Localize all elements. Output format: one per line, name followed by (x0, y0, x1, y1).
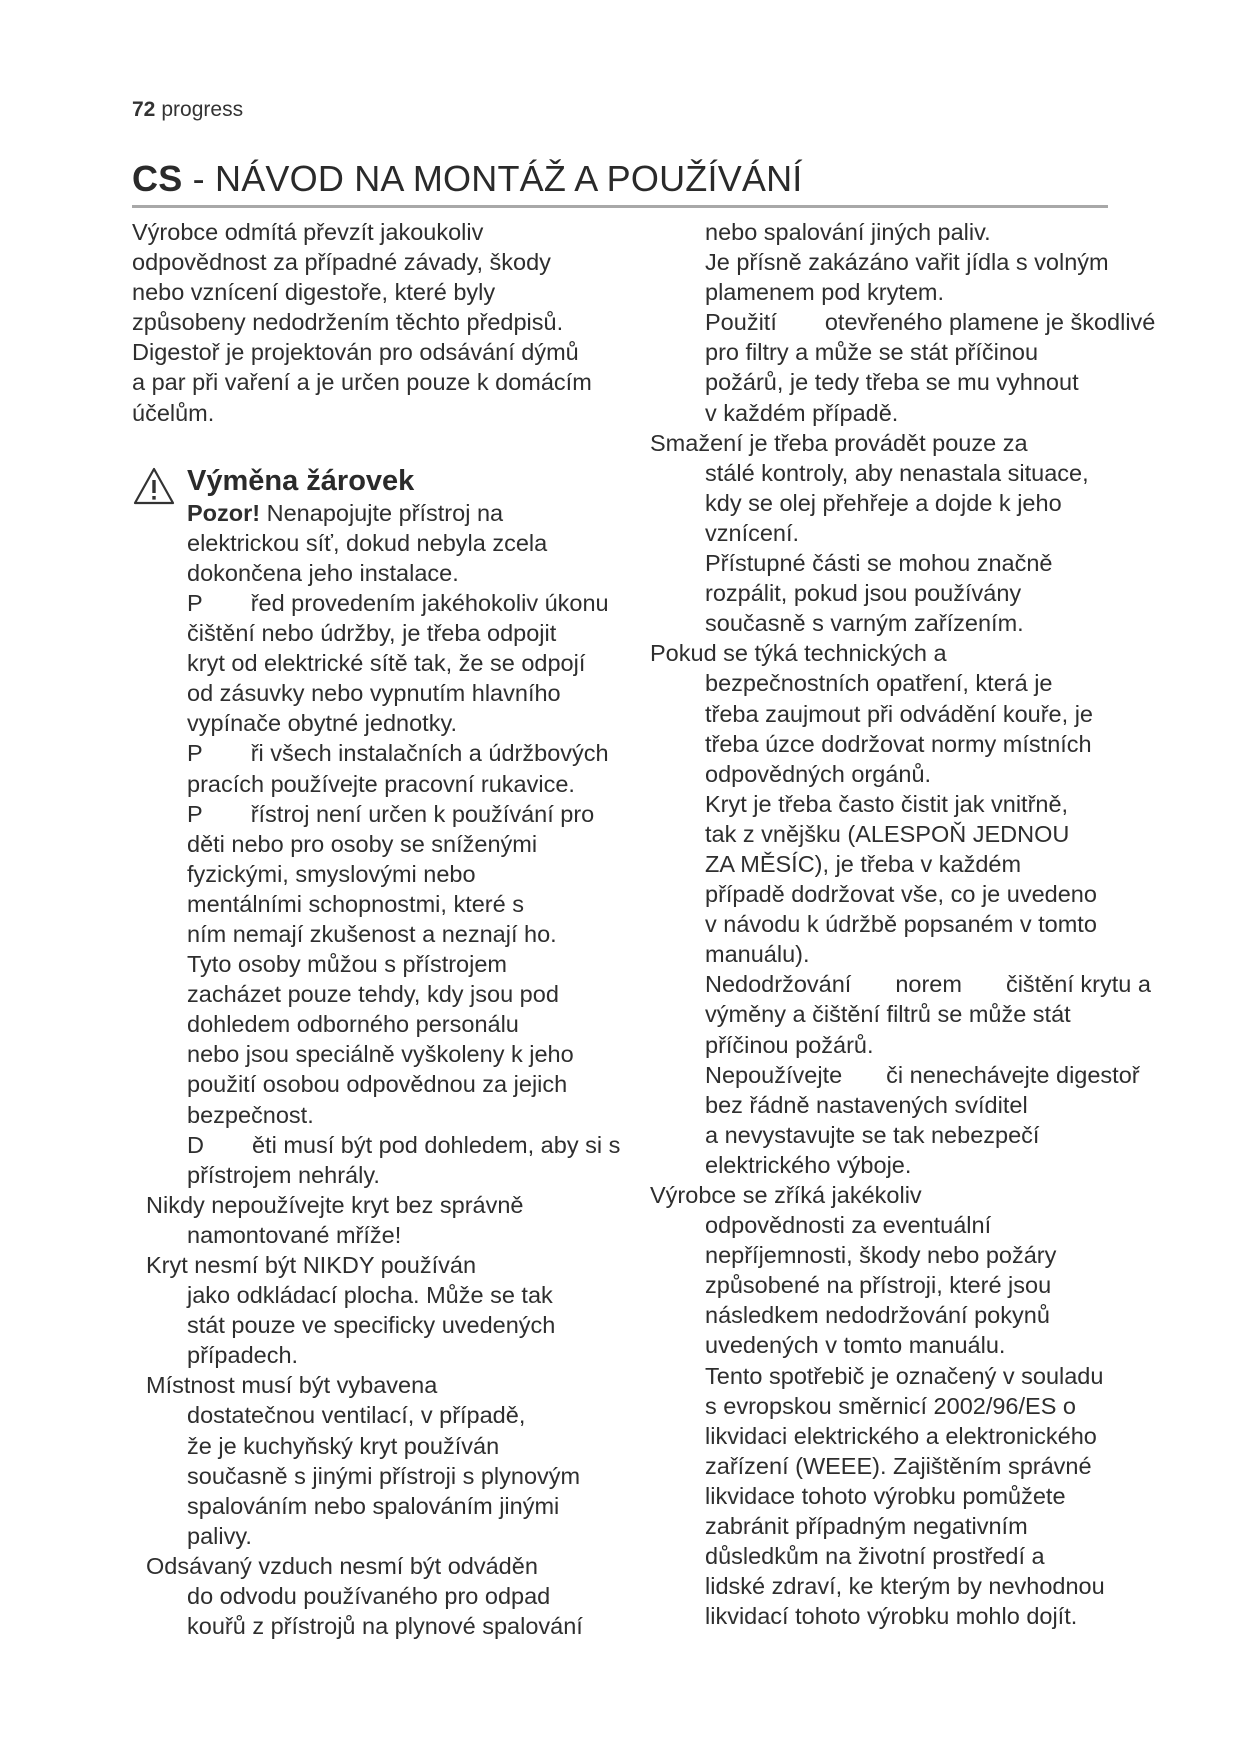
pozor-label: Pozor! (187, 499, 261, 526)
text-line: důsledkům na životní prostředí a (705, 1543, 1045, 1570)
text-line: Je přísně zakázáno vařit jídla s volným (705, 249, 1109, 276)
text-line: následkem nedodržování pokynů (705, 1302, 1050, 1329)
paragraph-lead: Kryt nesmí být NIKDY používán (146, 1252, 477, 1278)
page-header (132, 98, 243, 122)
language-code: CS (132, 158, 183, 199)
section-heading (132, 464, 650, 498)
text-line: požárů, je tedy třeba se mu vyhnout (705, 369, 1079, 396)
intro-line: odpovědnost za případné závady, škody (132, 249, 551, 276)
text-part: otevřeného plamene je škodlivé (824, 309, 1156, 336)
warning-text: Nenapojujte přístroj na (260, 499, 504, 526)
text-line: lidské zdraví, ke kterým by nevhodnou (705, 1573, 1105, 1600)
text-line: kdy se olej přehřeje a dojde k jeho (705, 489, 1062, 516)
text-line: současně s varným zařízením. (705, 610, 1024, 637)
text-line: jako odkládací plocha. Může se tak (187, 1282, 553, 1309)
text-line: zařízení (WEEE). Zajištěním správné (705, 1452, 1092, 1479)
text-line: bezpečnostních opatření, která je (705, 670, 1053, 697)
intro-line: a par při vaření a je určen pouze k domácím (132, 369, 592, 396)
text-rest: ři všech instalačních a údržbových (250, 740, 609, 767)
text-line: stát pouze ve specificky uvedených (187, 1312, 556, 1339)
text-line: likvidace tohoto výrobku pomůžete (705, 1482, 1066, 1509)
text-line: děti nebo pro osoby se sníženými (187, 830, 538, 857)
text-line: vypínače obytné jednotky. (187, 710, 457, 737)
title-text: - NÁVOD NA MONTÁŽ A POUŽÍVÁNÍ (182, 158, 803, 199)
text-line (650, 1060, 1170, 1090)
text-line: v každém případě. (705, 399, 899, 426)
text-line: bezpečnost. (187, 1101, 314, 1128)
text-line: zacházet pouze tehdy, kdy jsou pod (187, 981, 559, 1008)
text-line: současně s jinými přístroji s plynovým (187, 1462, 581, 1489)
text-line: příčinou požárů. (705, 1031, 874, 1058)
warning-line (132, 498, 650, 528)
paragraph-lead: Smažení je třeba provádět pouze za (650, 429, 1028, 456)
text-line: dokončena jeho instalace. (187, 559, 459, 586)
text-line: Tento spotřebič je označený v souladu (705, 1362, 1104, 1389)
text-line: elektrického výboje. (705, 1151, 912, 1178)
dropcap-letter: P (187, 740, 203, 767)
text-line: spalováním nebo spalováním jinými (187, 1492, 560, 1519)
text-line: výměny a čištění filtrů se může stát (705, 1001, 1071, 1028)
text-line: případech. (187, 1342, 299, 1369)
text-line: s evropskou směrnicí 2002/96/ES o (705, 1392, 1076, 1419)
text-line: kouřů z přístrojů na plynové spalování (187, 1613, 583, 1640)
text-line: plamenem pod krytem. (705, 279, 945, 306)
text-line (650, 307, 1170, 337)
text-line: odpovědných orgánů. (705, 760, 932, 787)
text-rest: řístroj není určen k používání pro (250, 800, 595, 827)
text-line: Kryt je třeba často čistit jak vnitřně, (705, 790, 1069, 817)
text-line: bez řádně nastavených svíditel (705, 1091, 1028, 1118)
text-line: přístrojem nehrály. (187, 1161, 380, 1188)
text-part: Použití (705, 309, 777, 336)
text-line: elektrickou síť, dokud nebyla zcela (187, 529, 548, 556)
text-line: likvidaci elektrického a elektronického (705, 1422, 1097, 1449)
text-line (132, 799, 650, 829)
title-divider (132, 205, 1108, 208)
text-line: od zásuvky nebo vypnutím hlavního (187, 680, 561, 707)
text-line: palivy. (187, 1522, 252, 1549)
intro-paragraph (132, 217, 650, 428)
intro-line: způsobeny nedodržením těchto předpisů. (132, 309, 564, 336)
dropcap-letter: D (187, 1131, 204, 1158)
text-part: Nepoužívejte (705, 1061, 843, 1088)
text-line: zabránit případným negativním (705, 1513, 1028, 1540)
text-line: tak z vnějšku (ALESPOŇ JEDNOU (705, 820, 1070, 847)
text-line: nebo spalování jiných paliv. (705, 219, 991, 245)
text-line (132, 588, 650, 618)
text-line: v návodu k údržbě popsaném v tomto (705, 911, 1097, 938)
paragraph-lead: Nikdy nepoužívejte kryt bez správně (146, 1191, 524, 1218)
text-line: způsobené na přístroji, které jsou (705, 1272, 1052, 1299)
text-line (132, 738, 650, 768)
text-line: Přístupné části se mohou značně (705, 550, 1053, 577)
text-part: norem (895, 971, 962, 998)
text-part: Nedodržování (705, 971, 852, 998)
dropcap-letter: P (187, 589, 203, 616)
right-column (650, 217, 1170, 1631)
text-line: ZA MĚSÍC), je třeba v každém (705, 850, 1022, 877)
section-heading-text: Výměna žárovek (187, 464, 415, 497)
intro-line: účelům. (132, 399, 215, 426)
text-line: případě dodržovat vše, co je uvedeno (705, 881, 1097, 908)
intro-line: nebo vznícení digestoře, které byly (132, 279, 496, 306)
text-line: fyzickými, smyslovými nebo (187, 860, 476, 887)
text-rest: řed provedením jakéhokoliv úkonu (250, 589, 609, 616)
text-line: mentálními schopnostmi, které s (187, 890, 524, 917)
paragraph-lead: Odsávaný vzduch nesmí být odváděn (146, 1552, 538, 1579)
text-line: kryt od elektrické sítě tak, že se odpojí (187, 650, 586, 677)
intro-line: Výrobce odmítá převzít jakoukoliv (132, 219, 484, 245)
text-line: stálé kontroly, aby nenastala situace, (705, 459, 1089, 486)
intro-line: Digestoř je projektován pro odsávání dýmů (132, 339, 579, 366)
text-line: a nevystavujte se tak nebezpečí (705, 1121, 1040, 1148)
text-line (132, 1130, 650, 1160)
text-line: pracích používejte pracovní rukavice. (187, 770, 575, 797)
text-line: nepříjemnosti, škody nebo požáry (705, 1242, 1057, 1269)
text-line: třeba úzce dodržovat normy místních (705, 730, 1092, 757)
text-line: ním nemají zkušenost a neznají ho. (187, 920, 557, 947)
text-line (650, 969, 1170, 999)
text-line: dohledem odborného personálu (187, 1011, 519, 1038)
text-line: rozpálit, pokud jsou používány (705, 580, 1022, 607)
text-line: čištění nebo údržby, je třeba odpojit (187, 620, 557, 647)
text-line: že je kuchyňský kryt používán (187, 1432, 500, 1459)
brand-name: progress (161, 98, 244, 121)
text-part: či nenechávejte digestoř (886, 1061, 1140, 1088)
dropcap-letter: P (187, 800, 203, 827)
text-line: dostatečnou ventilací, v případě, (187, 1402, 526, 1429)
text-line: odpovědnosti za eventuální (705, 1212, 992, 1239)
text-line: Tyto osoby můžou s přístrojem (187, 951, 507, 978)
text-line: nebo jsou speciálně vyškoleny k jeho (187, 1041, 574, 1068)
text-line: uvedených v tomto manuálu. (705, 1332, 1006, 1359)
paragraph-lead: Pokud se týká technických a (650, 640, 947, 667)
text-line: třeba zaujmout při odvádění kouře, je (705, 700, 1093, 727)
text-line: namontované mříže! (187, 1221, 402, 1248)
warning-triangle-icon (132, 466, 176, 506)
text-line: do odvodu používaného pro odpad (187, 1583, 551, 1610)
left-column (132, 217, 650, 1641)
text-line: vznícení. (705, 519, 800, 546)
paragraph-lead: Místnost musí být vybavena (146, 1372, 438, 1399)
text-line: pro filtry a může se stát příčinou (705, 339, 1039, 366)
text-rest: ěti musí být pod dohledem, aby si s (251, 1131, 621, 1158)
text-line: použití osobou odpovědnou za jejich (187, 1071, 568, 1098)
paragraph-lead: Výrobce se zříká jakékoliv (650, 1182, 922, 1208)
text-line: likvidací tohoto výrobku mohlo dojít. (705, 1603, 1078, 1630)
text-line: manuálu). (705, 941, 810, 968)
page-title (132, 158, 803, 200)
text-part: čištění krytu a (1005, 971, 1151, 998)
page-number: 72 (132, 98, 156, 121)
